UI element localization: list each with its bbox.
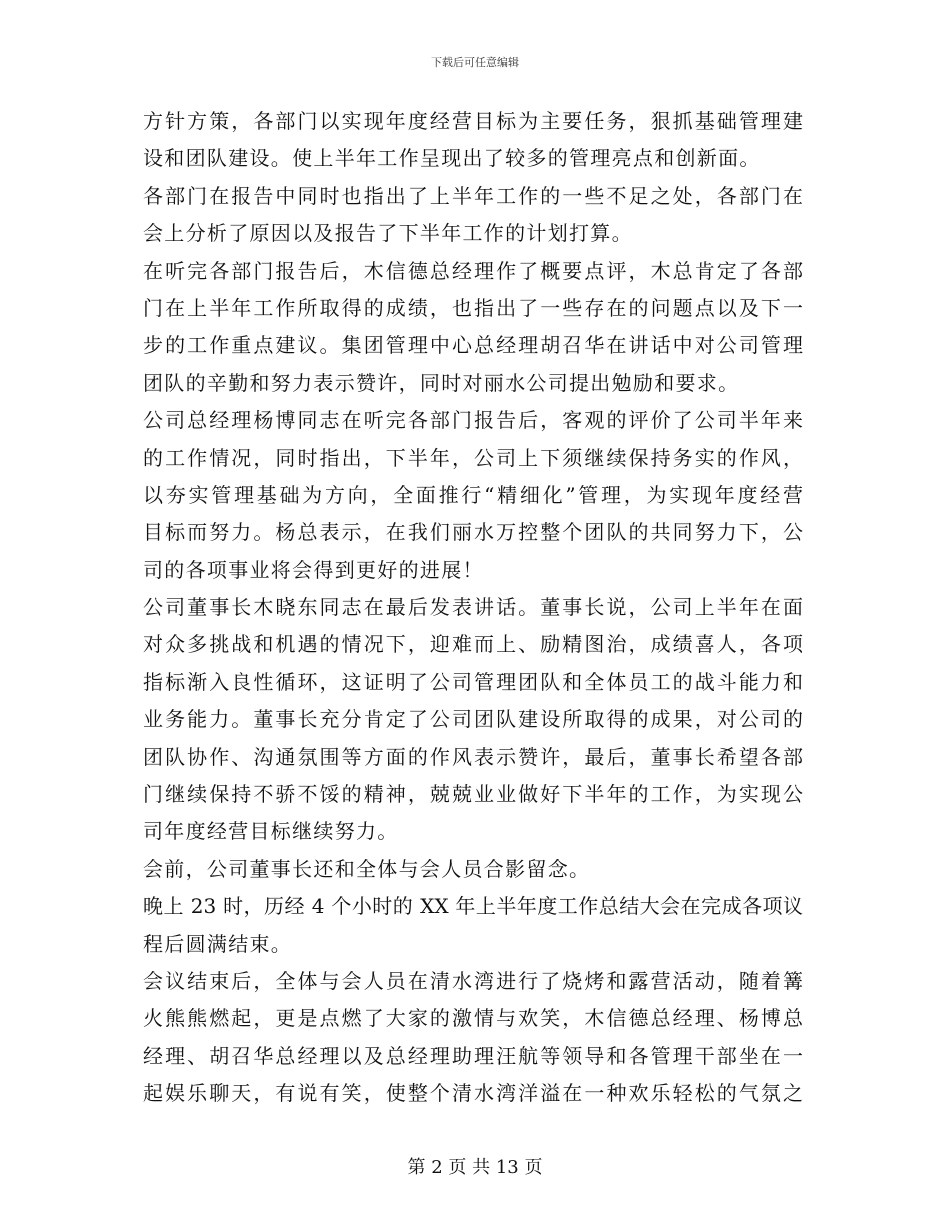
body-line: 团队的辛勤和努力表示赞许，同时对丽水公司提出勉励和要求。 — [143, 370, 740, 395]
body-line: 的工作情况，同时指出，下半年，公司上下须继续保持务实的作风， — [143, 445, 803, 470]
body-line: 门在上半年工作所取得的成绩，也指出了一些存在的问题点以及下一 — [143, 295, 803, 320]
body-line: 公司董事长木晓东同志在最后发表讲话。董事长说，公司上半年在面 — [143, 595, 803, 620]
body-line: 各部门在报告中同时也指出了上半年工作的一些不足之处，各部门在 — [143, 183, 803, 208]
body-line: 方针方策，各部门以实现年度经营目标为主要任务，狠抓基础管理建 — [143, 109, 803, 133]
body-line: 司年度经营目标继续努力。 — [143, 819, 399, 844]
body-line: 设和团队建设。使上半年工作呈现出了较多的管理亮点和创新面。 — [143, 146, 761, 171]
body-line: 团队协作、沟通氛围等方面的作风表示赞许，最后，董事长希望各部 — [143, 744, 803, 769]
body-line: 晚上 23 时，历经 4 个小时的 XX 年上半年度工作总结大会在完成各项议 — [143, 894, 803, 919]
body-line: 以夯实管理基础为方向，全面推行“精细化”管理，为实现年度经营 — [143, 482, 803, 507]
body-line: 步的工作重点建议。集团管理中心总经理胡召华在讲话中对公司管理 — [143, 333, 803, 358]
body-line: 业务能力。董事长充分肯定了公司团队建设所取得的成果，对公司的 — [143, 707, 803, 732]
body-line: 经理、胡召华总经理以及总经理助理汪航等领导和各管理干部坐在一 — [143, 1043, 803, 1068]
body-line: 公司总经理杨博同志在听完各部门报告后，客观的评价了公司半年来 — [143, 408, 803, 433]
body-line: 对众多挑战和机遇的情况下，迎难而上、励精图治，成绩喜人，各项 — [143, 632, 803, 657]
body-line: 火熊熊燃起，更是点燃了大家的激情与欢笑，木信德总经理、杨博总 — [143, 1006, 803, 1031]
body-line: 程后圆满结束。 — [143, 931, 293, 956]
document-body — [143, 103, 803, 1113]
body-line: 会上分析了原因以及报告了下半年工作的计划打算。 — [143, 221, 633, 246]
page-number: 第 2 页 共 13 页 — [407, 1157, 543, 1178]
body-line: 目标而努力。杨总表示，在我们丽水万控整个团队的共同努力下，公 — [143, 520, 803, 545]
body-line: 会议结束后，全体与会人员在清水湾进行了烧烤和露营活动，随着篝 — [143, 968, 803, 993]
body-line: 起娱乐聊天，有说有笑，使整个清水湾洋溢在一种欢乐轻松的气氛之 — [143, 1081, 803, 1106]
body-line: 司的各项事业将会得到更好的进展！ — [143, 557, 484, 582]
body-line: 会前，公司董事长还和全体与会人员合影留念。 — [143, 856, 591, 881]
body-line: 在听完各部门报告后，木信德总经理作了概要点评，木总肯定了各部 — [143, 258, 803, 283]
body-line: 指标渐入良性循环，这证明了公司管理团队和全体员工的战斗能力和 — [143, 669, 803, 694]
page-header-note: 下载后可任意编辑 — [431, 56, 519, 69]
body-line: 门继续保持不骄不馁的精神，兢兢业业做好下半年的工作，为实现公 — [143, 782, 803, 807]
